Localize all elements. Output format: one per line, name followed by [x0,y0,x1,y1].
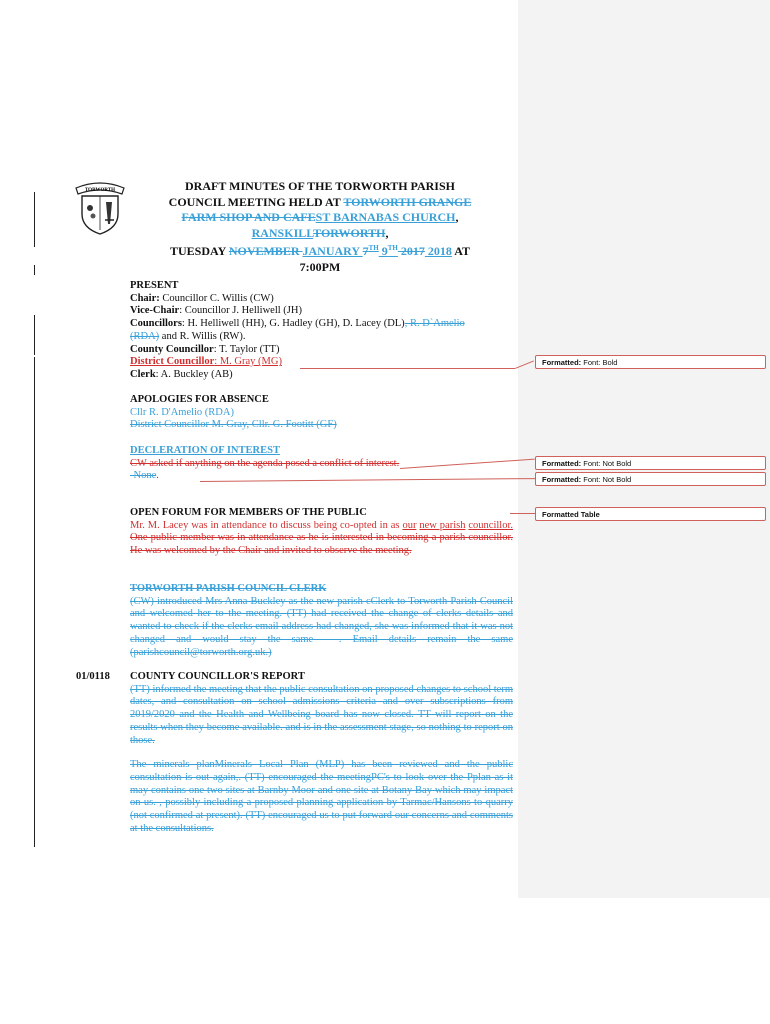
balloon-label: Formatted Table [542,510,600,519]
interest-heading: DECLERATION OF INTEREST [130,445,280,456]
title-line-1: DRAFT MINUTES OF THE TORWORTH PARISH [185,179,455,193]
balloon-detail: Font: Not Bold [583,475,632,484]
present-heading: PRESENT [130,280,179,291]
balloon-label: Formatted: [542,475,582,484]
apologies-section: APOLOGIES FOR ABSENCE Cllr R. D'Amelio (RDA) District Councillor M. Gray, Cllr. G. Footitt (GF) [130,394,513,432]
balloon-label: Formatted: [542,459,582,468]
format-balloon-1[interactable] [535,355,766,369]
svg-text:TORWORTH: TORWORTH [84,188,116,193]
markup-pane [518,0,770,898]
title-line-6: 7:00PM [299,259,341,274]
change-bar [34,192,35,247]
title-line-2: COUNCIL MEETING HELD AT TORWORTH GRANGE [168,194,472,209]
balloon-connector [510,513,535,514]
change-bar [34,315,35,355]
format-balloon-3[interactable] [535,472,766,486]
apologies-heading: APOLOGIES FOR ABSENCE [130,394,269,405]
document-title [130,179,510,275]
change-bar [34,357,35,847]
county-report-heading: COUNTY COUNCILLOR'S REPORT [130,671,305,682]
county-report-section: COUNTY COUNCILLOR'S REPORT (TT) informed the meeting that the public consultation on proposed changes to school term dates, and consultation on school admissions criteria and over subscriptions from 2019/2020 and the Health and Wellbeing board has now closed. TT will report on the results when they become available. and is in the assessment stage, so nothing to report on those. The minerals planMinerals Local Plan (MLP) has been reviewed and the public consultation is out again,. (TT) encouraged the meetingPC's to look over the Pplan as it may contains one two sites at Barnby Moor and one site at Botany Bay which may impact on us. , possibly including a proposed planning application by Tarmac/Hansons to quarry (not confirmed at present). (TT) encouraged us to put forward our concerns and comments at the consultations. [130,671,513,834]
title-line-4: RANSKILLTORWORTH, [251,225,389,240]
clerk-heading: TORWORTH PARISH COUNCIL CLERK [130,583,327,594]
format-balloon-2[interactable] [535,456,766,470]
present-section: PRESENT Chair: Councillor C. Willis (CW) Vice-Chair: Councillor J. Helliwell (JH) Councillors: H. Helliwell (HH), G. Hadley (GH), D. Lacey (DL), R. D`Amelio (RDA) and R. Willis (RW). County Councillor: T. Taylor (TT) District Councillor: M. Gray (MG) Clerk: A. Buckley (AB) [130,280,513,382]
change-bar [34,265,35,275]
open-forum-heading: OPEN FORUM FOR MEMBERS OF THE PUBLIC [130,507,367,518]
balloon-detail: Font: Not Bold [583,459,632,468]
item-number: 01/0118 [76,671,110,682]
title-line-5: TUESDAY NOVEMBER JANUARY 7TH 9TH 2017 2018 AT [170,244,470,258]
balloon-label: Formatted: [542,358,582,367]
format-balloon-4[interactable] [535,507,766,521]
clerk-section: TORWORTH PARISH COUNCIL CLERK (CW) introduced Mrs Anna Buckley as the new parish cClerk to Torworth Parish Council and welcomed her to the meeting. (TT) had received the change of clerks details and wanted to check if the clerks email address had changed, she was informed that it was not changed and would stay the same - . Email details remain the same (parishcouncil@torworth.org.uk.) [130,583,513,658]
title-line-3: FARM SHOP AND CAFEST BARNABAS CHURCH, [181,210,459,224]
interest-section: DECLERATION OF INTEREST CW asked if anything on the agenda posed a conflict of interest. -None. [130,445,513,483]
torworth-crest-logo [70,180,130,236]
balloon-detail: Font: Bold [583,358,618,367]
open-forum-section: OPEN FORUM FOR MEMBERS OF THE PUBLIC Mr. M. Lacey was in attendance to discuss being co-opted in as our new parish councillor. One public member was in attendance as he is interested in becoming a parish councillor. He was welcomed by the Chair and invited to observe the meeting. [130,507,514,557]
